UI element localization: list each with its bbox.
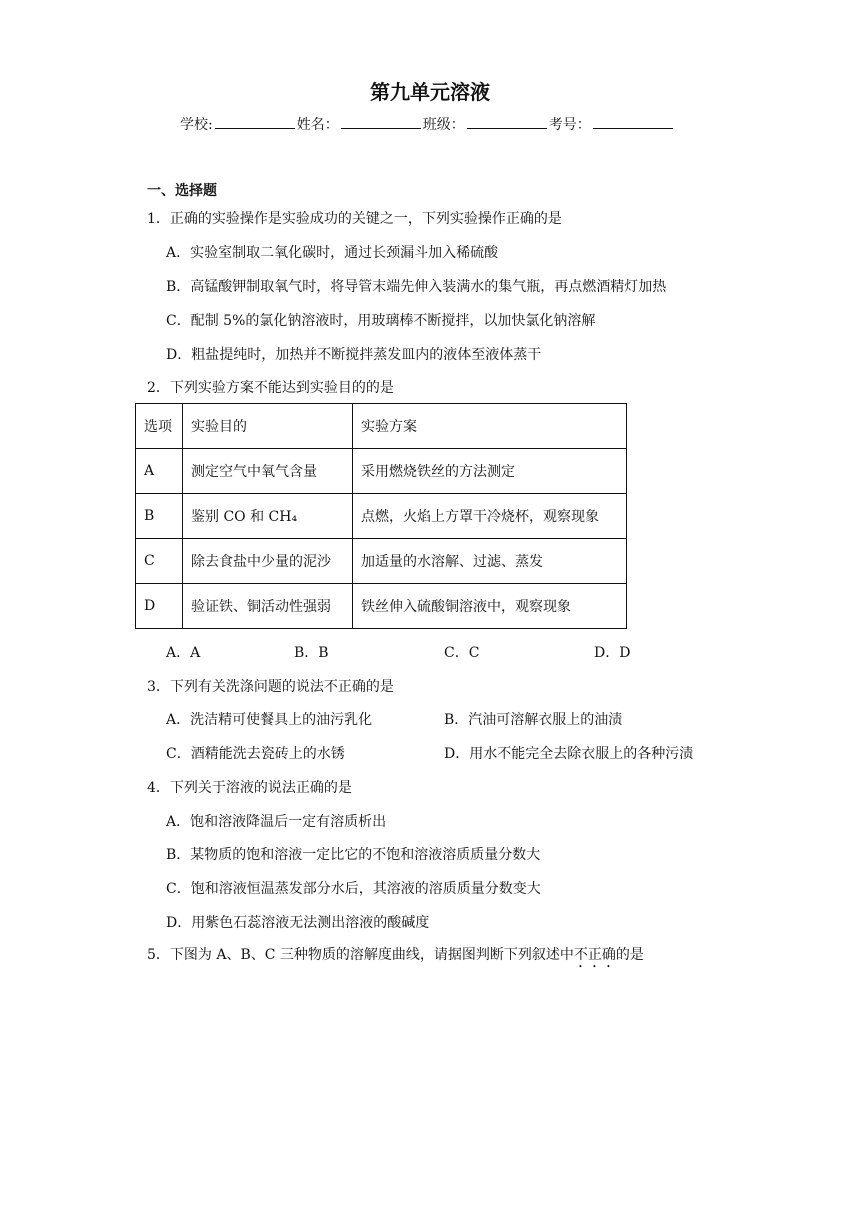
question-1-option-d: D．粗盐提纯时，加热并不断搅拌蒸发皿内的液体至液体蒸干 xyxy=(166,347,542,363)
table-cell: 点燃，火焰上方罩干冷烧杯，观察现象 xyxy=(353,494,627,539)
question-5-stem xyxy=(147,944,644,971)
table-cell: 采用燃烧铁丝的方法测定 xyxy=(353,449,627,494)
table-cell: 验证铁、铜活动性强弱 xyxy=(183,584,353,629)
question-5-stem-text: 5．下图为 A、B、C 三种物质的溶解度曲线，请据图判断下列叙述中 xyxy=(147,947,574,963)
question-4-option-c: C．饱和溶液恒温蒸发部分水后，其溶液的溶质质量分数变大 xyxy=(166,881,541,897)
question-2-table xyxy=(135,403,627,629)
question-1-option-c: C．配制 5%的氯化钠溶液时，用玻璃棒不断搅拌，以加快氯化钠溶解 xyxy=(166,313,596,329)
table-cell: 加适量的水溶解、过滤、蒸发 xyxy=(353,539,627,584)
question-2-stem: 2．下列实验方案不能达到实验目的的是 xyxy=(147,380,394,396)
table-cell: 测定空气中氧气含量 xyxy=(183,449,353,494)
table-cell: 除去食盐中少量的泥沙 xyxy=(183,539,353,584)
class-label: 班级： xyxy=(422,117,465,133)
question-4-option-a: A．饱和溶液降温后一定有溶质析出 xyxy=(166,814,387,830)
name-blank xyxy=(341,116,421,129)
question-2-option-c: C．C xyxy=(444,645,480,661)
table-header-cell: 实验目的 xyxy=(183,404,353,449)
table-cell: 铁丝伸入硫酸铜溶液中，观察现象 xyxy=(353,584,627,629)
school-label: 学校: xyxy=(180,117,213,133)
question-3-stem: 3．下列有关洗涤问题的说法不正确的是 xyxy=(147,679,394,695)
exam-no-blank xyxy=(593,116,673,129)
question-2-option-d: D．D xyxy=(594,645,631,661)
question-4-option-d: D．用紫色石蕊溶液无法测出溶液的酸碱度 xyxy=(166,915,430,931)
table-row xyxy=(136,494,627,539)
question-2-option-a: A．A xyxy=(166,645,201,661)
table-cell: C xyxy=(136,539,183,584)
table-row xyxy=(136,539,627,584)
table-row xyxy=(136,584,627,629)
school-blank xyxy=(215,116,295,129)
question-3-option-a: A．洗洁精可使餐具上的油污乳化 xyxy=(166,712,373,728)
question-1-stem: 1．正确的实验操作是实验成功的关键之一，下列实验操作正确的是 xyxy=(147,211,562,227)
student-info-line xyxy=(180,114,675,134)
table-row xyxy=(136,449,627,494)
name-label: 姓名： xyxy=(296,117,339,133)
question-4-option-b: B．某物质的饱和溶液一定比它的不饱和溶液溶质质量分数大 xyxy=(166,847,541,863)
table-cell: B xyxy=(136,494,183,539)
question-3-option-d: D．用水不能完全去除衣服上的各种污渍 xyxy=(444,746,694,762)
table-cell: D xyxy=(136,584,183,629)
question-1-option-b: B．高锰酸钾制取氧气时，将导管末端先伸入装满水的集气瓶，再点燃酒精灯加热 xyxy=(166,279,667,295)
table-header-cell: 选项 xyxy=(136,404,183,449)
table-header-cell: 实验方案 xyxy=(353,404,627,449)
question-2-option-b: B．B xyxy=(294,645,329,661)
table-cell: A xyxy=(136,449,183,494)
class-blank xyxy=(467,116,547,129)
exam-no-label: 考号： xyxy=(548,117,591,133)
question-4-stem: 4．下列关于溶液的说法正确的是 xyxy=(147,780,352,796)
page-title: 第九单元溶液 xyxy=(370,80,490,104)
question-5-stem-end: 的是 xyxy=(615,947,644,963)
table-cell: 鉴别 CO 和 CH₄ xyxy=(183,494,353,539)
question-5-emphasis: 不正确 xyxy=(573,947,616,963)
question-1-option-a: A．实验室制取二氧化碳时，通过长颈漏斗加入稀硫酸 xyxy=(166,245,499,261)
table-header-row xyxy=(136,404,627,449)
section-heading: 一、选择题 xyxy=(147,183,217,199)
question-3-option-c: C．酒精能洗去瓷砖上的水锈 xyxy=(166,746,345,762)
question-3-option-b: B．汽油可溶解衣服上的油渍 xyxy=(444,712,623,728)
